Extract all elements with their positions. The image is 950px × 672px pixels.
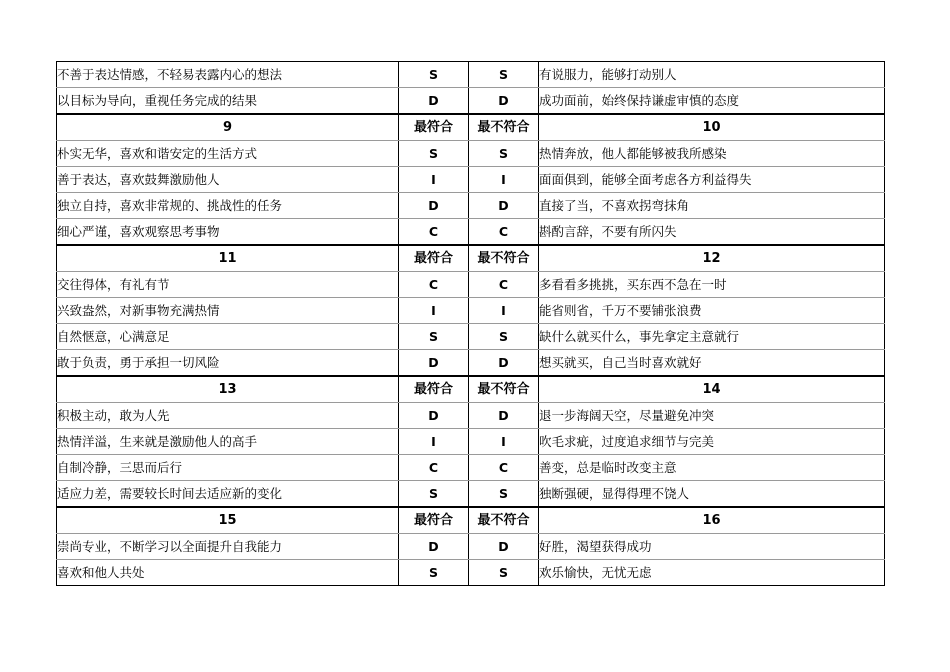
question-number-left: 15	[57, 507, 399, 534]
most-fit-header: 最符合	[399, 114, 469, 141]
statement-right: 欢乐愉快，无忧无虑	[539, 560, 885, 586]
question-group-header	[57, 507, 885, 534]
most-fit-code: I	[399, 167, 469, 193]
least-fit-code: S	[469, 141, 539, 167]
least-fit-code: S	[469, 560, 539, 586]
most-fit-code: S	[399, 62, 469, 88]
statement-left: 朴实无华，喜欢和谐安定的生活方式	[57, 141, 399, 167]
statement-left: 细心严谨，喜欢观察思考事物	[57, 219, 399, 246]
most-fit-code: S	[399, 560, 469, 586]
statement-left: 自然惬意，心满意足	[57, 324, 399, 350]
table-row	[57, 62, 885, 88]
least-fit-code: D	[469, 88, 539, 115]
most-fit-code: D	[399, 534, 469, 560]
question-group-header	[57, 114, 885, 141]
least-fit-code: I	[469, 167, 539, 193]
statement-right: 能省则省，千万不要铺张浪费	[539, 298, 885, 324]
statement-left: 自制冷静，三思而后行	[57, 455, 399, 481]
statement-right: 有说服力，能够打动别人	[539, 62, 885, 88]
statement-right: 善变，总是临时改变主意	[539, 455, 885, 481]
least-fit-code: C	[469, 272, 539, 298]
most-fit-code: S	[399, 481, 469, 508]
question-number-right: 14	[539, 376, 885, 403]
least-fit-header: 最不符合	[469, 245, 539, 272]
statement-right: 成功面前，始终保持谦虚审慎的态度	[539, 88, 885, 115]
most-fit-code: S	[399, 141, 469, 167]
question-number-right: 16	[539, 507, 885, 534]
table-row	[57, 560, 885, 586]
statement-left: 不善于表达情感，不轻易表露内心的想法	[57, 62, 399, 88]
least-fit-header: 最不符合	[469, 376, 539, 403]
statement-left: 独立自持，喜欢非常规的、挑战性的任务	[57, 193, 399, 219]
table-row	[57, 403, 885, 429]
question-number-left: 13	[57, 376, 399, 403]
table-row	[57, 324, 885, 350]
least-fit-code: D	[469, 403, 539, 429]
statement-left: 以目标为导向，重视任务完成的结果	[57, 88, 399, 115]
table-row	[57, 193, 885, 219]
question-number-left: 9	[57, 114, 399, 141]
table-row	[57, 167, 885, 193]
least-fit-code: D	[469, 534, 539, 560]
least-fit-header: 最不符合	[469, 507, 539, 534]
question-number-right: 12	[539, 245, 885, 272]
least-fit-code: D	[469, 350, 539, 377]
most-fit-code: D	[399, 193, 469, 219]
statement-right: 独断强硬，显得得理不饶人	[539, 481, 885, 508]
statement-left: 崇尚专业，不断学习以全面提升自我能力	[57, 534, 399, 560]
most-fit-code: S	[399, 324, 469, 350]
statement-left: 善于表达，喜欢鼓舞激励他人	[57, 167, 399, 193]
statement-right: 想买就买，自己当时喜欢就好	[539, 350, 885, 377]
most-fit-code: I	[399, 429, 469, 455]
table-row	[57, 141, 885, 167]
least-fit-header: 最不符合	[469, 114, 539, 141]
statement-left: 适应力差，需要较长时间去适应新的变化	[57, 481, 399, 508]
least-fit-code: S	[469, 62, 539, 88]
statement-right: 好胜，渴望获得成功	[539, 534, 885, 560]
questionnaire-table	[56, 61, 885, 586]
least-fit-code: S	[469, 324, 539, 350]
statement-right: 吹毛求疵，过度追求细节与完美	[539, 429, 885, 455]
statement-right: 缺什么就买什么，事先拿定主意就行	[539, 324, 885, 350]
statement-left: 兴致盎然，对新事物充满热情	[57, 298, 399, 324]
questionnaire-sheet	[56, 61, 884, 586]
statement-left: 热情洋溢，生来就是激励他人的高手	[57, 429, 399, 455]
most-fit-header: 最符合	[399, 507, 469, 534]
most-fit-code: I	[399, 298, 469, 324]
question-number-right: 10	[539, 114, 885, 141]
most-fit-code: C	[399, 455, 469, 481]
least-fit-code: I	[469, 429, 539, 455]
least-fit-code: C	[469, 219, 539, 246]
most-fit-code: D	[399, 403, 469, 429]
statement-right: 斟酌言辞，不要有所闪失	[539, 219, 885, 246]
most-fit-code: D	[399, 350, 469, 377]
most-fit-code: C	[399, 219, 469, 246]
table-row	[57, 298, 885, 324]
statement-right: 热情奔放，他人都能够被我所感染	[539, 141, 885, 167]
statement-right: 退一步海阔天空，尽量避免冲突	[539, 403, 885, 429]
statement-right: 直接了当，不喜欢拐弯抹角	[539, 193, 885, 219]
least-fit-code: I	[469, 298, 539, 324]
table-row	[57, 272, 885, 298]
table-row	[57, 88, 885, 115]
statement-left: 积极主动，敢为人先	[57, 403, 399, 429]
table-row	[57, 429, 885, 455]
least-fit-code: S	[469, 481, 539, 508]
question-number-left: 11	[57, 245, 399, 272]
most-fit-code: D	[399, 88, 469, 115]
question-group-header	[57, 245, 885, 272]
table-row	[57, 219, 885, 246]
statement-left: 喜欢和他人共处	[57, 560, 399, 586]
table-row	[57, 534, 885, 560]
least-fit-code: D	[469, 193, 539, 219]
table-row	[57, 350, 885, 377]
question-group-header	[57, 376, 885, 403]
most-fit-header: 最符合	[399, 245, 469, 272]
least-fit-code: C	[469, 455, 539, 481]
most-fit-code: C	[399, 272, 469, 298]
most-fit-header: 最符合	[399, 376, 469, 403]
questionnaire-body	[57, 62, 885, 586]
table-row	[57, 481, 885, 508]
statement-left: 敢于负责，勇于承担一切风险	[57, 350, 399, 377]
statement-right: 面面俱到，能够全面考虑各方利益得失	[539, 167, 885, 193]
statement-right: 多看看多挑挑，买东西不急在一时	[539, 272, 885, 298]
statement-left: 交往得体，有礼有节	[57, 272, 399, 298]
table-row	[57, 455, 885, 481]
